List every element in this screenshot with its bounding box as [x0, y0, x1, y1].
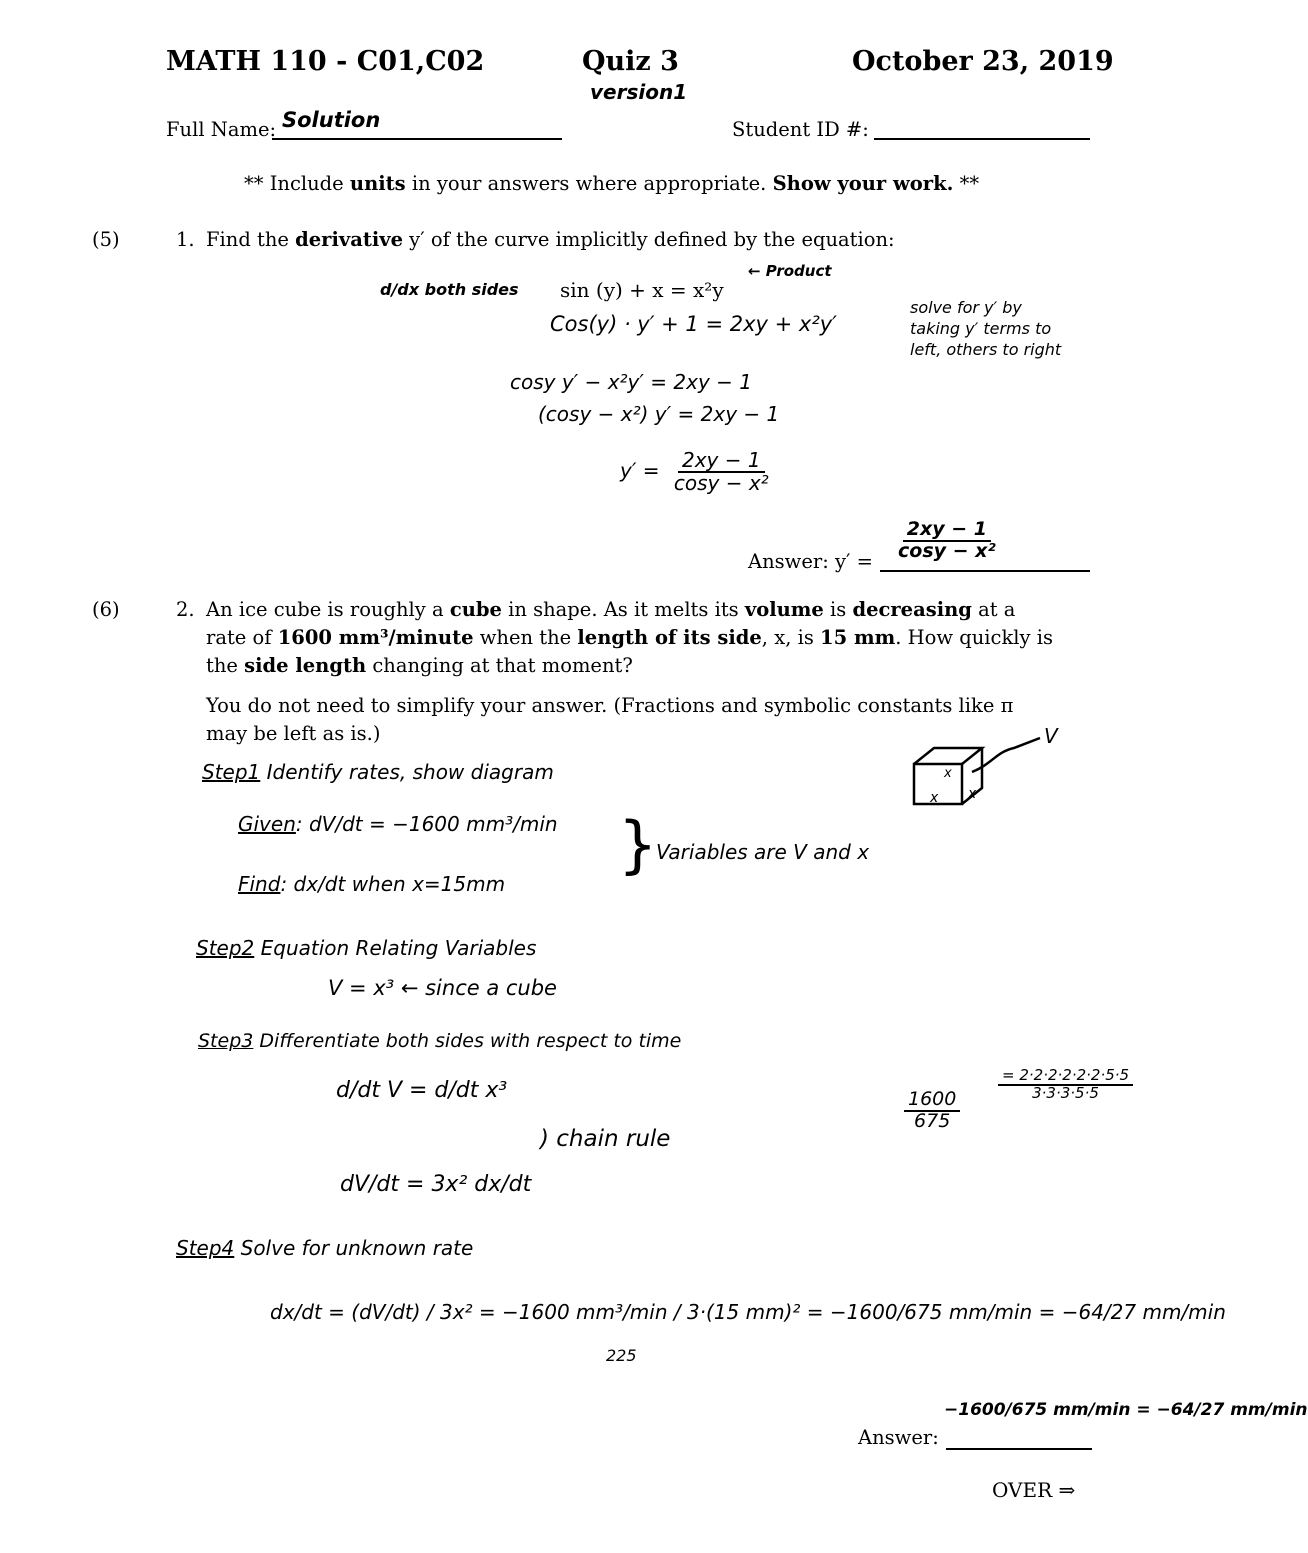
- q1-hw-line2: cosy y′ − x²y′ = 2xy − 1: [510, 370, 752, 394]
- q1-hw-line1: Cos(y) · y′ + 1 = 2xy + x²y′: [550, 312, 837, 336]
- q2-step4: Step4 Solve for unknown rate: [176, 1236, 474, 1260]
- q2-step2: Step2 Equation Relating Variables: [196, 936, 537, 960]
- full-name-label: Full Name:: [166, 118, 277, 141]
- q2-prompt-line1: An ice cube is roughly a cube in shape. As it melts its volume is decreasing at a: [206, 598, 1016, 621]
- q1-answer-line: [880, 570, 1090, 572]
- q2-prompt-line3: the side length changing at that moment?: [206, 654, 633, 677]
- full-name-line: [272, 138, 562, 140]
- q2-answer-label: Answer:: [858, 1426, 939, 1449]
- cube-side-label-b: x: [930, 790, 939, 806]
- q1-hw-line4-num: 2xy − 1: [678, 450, 765, 473]
- course-title: MATH 110 - C01,C02: [166, 46, 485, 77]
- q1-hw-line4: y′ = $\frac{2xy - 1}{\text{cosy − x²}}$: [620, 450, 777, 494]
- student-id-label: Student ID #:: [732, 118, 869, 141]
- q2-number: 2.: [176, 598, 195, 621]
- q1-points: (5): [92, 228, 120, 251]
- q1-number: 1.: [176, 228, 195, 251]
- quiz-title: Quiz 3: [582, 46, 679, 77]
- q1-hw-note: solve for y′ by taking y′ terms to left, others to right: [910, 298, 1062, 359]
- q1-hw-product: ← Product: [748, 262, 832, 280]
- q2-variables: Variables are V and x: [656, 840, 870, 864]
- q2-step3: Step3 Differentiate both sides with respect to time: [198, 1030, 682, 1052]
- q2-chain-rule: ) chain rule: [540, 1126, 671, 1152]
- q2-prompt-line2: rate of 1600 mm³/minute when the length of its side, x, is 15 mm. How quickly is: [206, 626, 1053, 649]
- q2-find: Find: dx/dt when x=15mm: [238, 872, 506, 896]
- q2-side-fraction: $\frac{1600}{675}$: [900, 1090, 964, 1132]
- cube-side-label-a: x: [944, 766, 952, 781]
- q2-step3-eq2: dV/dt = 3x² dx/dt: [340, 1172, 532, 1197]
- cube-side-label-c: x: [968, 786, 977, 802]
- q2-simplify-line2: may be left as is.): [206, 722, 381, 745]
- instructions: ** Include units in your answers where appropriate. Show your work. **: [244, 172, 980, 195]
- q1-answer-value: $\frac{2xy - 1}{\text{cosy − x²}}$: [898, 518, 996, 562]
- q2-step3-eq1: d/dt V = d/dt x³: [336, 1078, 508, 1103]
- q2-points: (6): [92, 598, 120, 621]
- student-id-line: [874, 138, 1090, 140]
- q1-hw-line3: (cosy − x²) y′ = 2xy − 1: [538, 402, 780, 426]
- q2-given: Given: dV/dt = −1600 mm³/min: [238, 812, 558, 836]
- over-indicator: OVER ⇒: [992, 1478, 1076, 1502]
- q1-hw-line4-den: cosy − x²: [673, 471, 769, 495]
- q2-answer-line: [946, 1448, 1092, 1450]
- q1-equation: sin (y) + x = x²y: [560, 278, 724, 302]
- q2-answer-value: −1600/675 mm/min = −64/27 mm/min: [944, 1400, 1308, 1420]
- q2-step1: Step1 Identify rates, show diagram: [202, 760, 554, 784]
- q2-side-factorization: $\frac{= 2\cdot 2\cdot 2\cdot 2\cdot 2\cdot 2\cdot 5\cdot 5}{3\cdot 3\cdot 3\cdot 5\cdot 5}$: [994, 1068, 1137, 1102]
- q2-step2-equation: V = x³ ← since a cube: [328, 976, 557, 1000]
- q2-simplify-line1: You do not need to simplify your answer. (Fractions and symbolic constants like π: [206, 694, 1014, 717]
- q1-answer-label: Answer: y′ =: [748, 550, 873, 573]
- version-note: version1: [590, 80, 688, 104]
- q2-brace: }: [618, 808, 658, 881]
- q2-step4-equation: dx/dt = (dV/dt) / 3x² = −1600 mm³/min / 3·(15 mm)² = −1600/675 mm/min = −64/27 mm/min: [270, 1300, 1226, 1324]
- q1-prompt: Find the derivative y′ of the curve implicitly defined by the equation:: [206, 228, 895, 251]
- full-name-value: Solution: [282, 108, 381, 132]
- cube-volume-label: V: [1044, 724, 1058, 748]
- q2-step4-225: 225: [606, 1346, 637, 1365]
- q1-hw-both-sides: d/dx both sides: [380, 280, 519, 299]
- quiz-date: October 23, 2019: [852, 46, 1114, 77]
